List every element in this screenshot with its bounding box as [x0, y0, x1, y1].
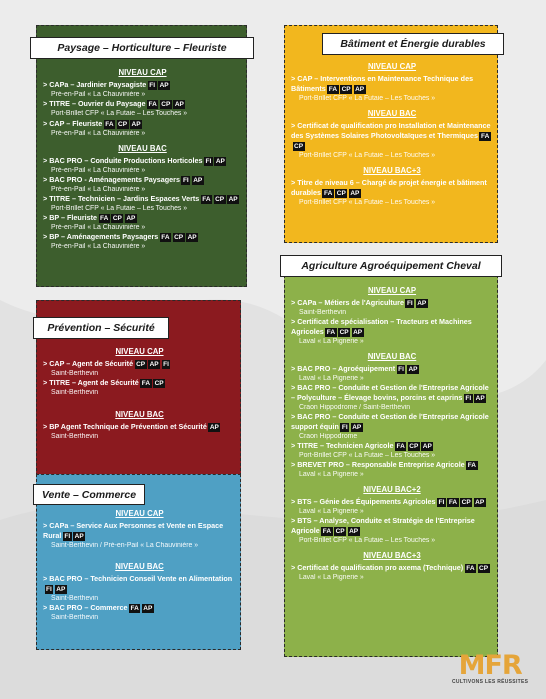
course-location: Pré-en-Pail « La Chauvinière »: [51, 224, 146, 232]
modality-badge: CP: [112, 215, 122, 223]
course-location: Port-Brillet CFP « La Futaie – Les Touches »: [51, 110, 188, 118]
vente-title: Vente – Commerce: [33, 484, 145, 505]
agri-title: Agriculture Agroéquipement Cheval: [280, 255, 502, 277]
modality-badge: FA: [161, 234, 170, 242]
course-location: Laval « La Pignerie »: [299, 508, 364, 516]
modality-badge: FA: [466, 565, 475, 573]
level-heading: NIVEAU BAC: [115, 561, 164, 571]
course-title: > Certificat de qualification pro axema (Technique): [291, 563, 464, 573]
modality-badge: AP: [352, 423, 362, 431]
modality-badge: AP: [215, 157, 225, 165]
course-location: Port-Brillet CFP « La Futaie – Les Touches »: [299, 151, 436, 159]
level-heading: NIVEAU CAP: [118, 68, 167, 77]
modality-badge: FA: [467, 461, 476, 469]
course-title: > CAP – Interventions en Maintenance Technique des Bâtiments: [291, 74, 474, 93]
course-location: Laval « La Pignerie »: [299, 375, 364, 383]
modality-badge: AP: [228, 196, 238, 204]
course-location: Pré-en-Pail « La Chauvinière »: [51, 91, 146, 99]
modality-badge: CP: [461, 499, 471, 507]
modality-badge: FI: [64, 532, 71, 540]
modality-badge: FI: [205, 157, 212, 165]
level-heading: NIVEAU BAC: [115, 409, 164, 419]
course-location: Craon Hippodrome / Saint-Berthevin: [299, 403, 411, 411]
modality-badge: AP: [159, 82, 169, 90]
modality-badge: AP: [149, 361, 159, 369]
modality-badge: AP: [174, 101, 184, 109]
modality-badge: FA: [105, 120, 114, 128]
modality-badge: AP: [355, 85, 365, 93]
course-item: [43, 422, 236, 432]
level-heading: NIVEAU BAC: [367, 352, 417, 361]
modality-badge: AP: [353, 328, 363, 336]
course-item: [291, 460, 493, 470]
modality-badge: AP: [187, 234, 197, 242]
modality-badge: CP: [335, 527, 345, 535]
modality-badge: CP: [336, 189, 346, 197]
course-title: > BAC PRO - Aménagements Paysagers: [43, 175, 180, 184]
course-item: [43, 175, 242, 185]
course-title: > BAC PRO – Agroéquipement: [291, 364, 396, 374]
modality-badge: FI: [398, 366, 404, 374]
modality-badge: AP: [74, 532, 84, 540]
modality-badge: FI: [341, 423, 348, 431]
modality-badge: FA: [141, 380, 151, 388]
course-item: [43, 574, 236, 594]
course-item: [291, 383, 493, 403]
batiment-title: Bâtiment et Énergie durables: [322, 33, 504, 55]
course-title: > BREVET PRO – Responsable Entreprise Agricole: [291, 459, 465, 469]
course-location: Port-Brillet CFP « La Futaie – Les Touches »: [299, 451, 436, 459]
modality-badge: AP: [131, 120, 141, 128]
modality-badge: FI: [149, 82, 156, 90]
modality-badge: FA: [130, 604, 139, 612]
course-title: > CAP – Agent de Sécurité: [43, 359, 134, 369]
modality-badge: FI: [163, 361, 169, 369]
modality-badge: CP: [215, 196, 225, 204]
modality-badge: AP: [193, 177, 203, 184]
modality-badge: CP: [479, 565, 489, 573]
course-item: [291, 298, 493, 308]
batiment-card: [284, 25, 498, 243]
course-title: > TITRE – Ouvrier du Paysage: [43, 99, 146, 109]
course-item: [43, 80, 242, 90]
course-title: > BAC PRO – Conduite Productions Horticoles: [43, 155, 203, 165]
course-item: [291, 412, 493, 432]
course-title: > Certificat de qualification pro Installation et Maintenance des Systèmes Solaires Photovoltaïques et Thermiques: [291, 121, 491, 140]
course-item: [291, 317, 493, 337]
agri-body: [291, 280, 493, 582]
paysage-title: Paysage – Horticulture – Fleuriste: [30, 37, 254, 59]
modality-badge: FI: [438, 499, 445, 507]
modality-badge: CP: [154, 380, 164, 388]
course-title: > BP – Fleuriste: [43, 213, 97, 223]
course-item: [43, 156, 242, 166]
paysage-card: [36, 25, 247, 287]
modality-badge: AP: [126, 215, 136, 223]
course-title: > Titre de niveau 6 – Chargé de projet énergie et bâtiment durables: [291, 178, 487, 197]
modality-badge: FA: [326, 328, 336, 336]
course-title: > CAPa – Jardinier Paysagiste: [43, 80, 147, 90]
course-location: Pré-en-Pail « La Chauvinière »: [51, 243, 146, 251]
course-title: > BTS – Analyse, Conduite et Stratégie de l'Entreprise Agricole: [291, 516, 475, 535]
prevention-body: [43, 341, 236, 441]
modality-badge: CP: [294, 142, 304, 150]
modality-badge: AP: [408, 366, 418, 374]
modality-badge: CP: [339, 328, 349, 336]
modality-badge: CP: [136, 361, 146, 369]
course-item: [291, 178, 493, 198]
course-title: > Certificat de spécialisation – Tracteurs et Machines Agricoles: [291, 317, 472, 336]
vente-body: [43, 503, 236, 622]
course-title: > TITRE – Agent de Sécurité: [43, 378, 139, 388]
logo-mark: MFR: [458, 650, 522, 681]
course-title: > BAC PRO – Technicien Conseil Vente en Alimentation: [43, 574, 233, 584]
course-location: Saint-Berthevin: [51, 370, 99, 378]
course-location: Saint-Berthevin: [51, 613, 99, 621]
course-item: [291, 364, 493, 374]
modality-badge: CP: [174, 234, 184, 242]
modality-badge: AP: [475, 394, 485, 402]
modality-badge: AP: [56, 585, 66, 593]
modality-badge: FA: [480, 132, 490, 140]
course-location: Saint-Berthevin: [51, 432, 99, 440]
modality-badge: FI: [182, 177, 189, 184]
course-location: Laval « La Pignerie »: [299, 574, 364, 582]
course-item: [43, 603, 236, 613]
course-item: [43, 378, 236, 388]
modality-badge: FA: [202, 196, 211, 204]
course-title: > BAC PRO – Conduite et Gestion de l'Entreprise Agricole support équin: [291, 412, 489, 431]
modality-badge: FI: [406, 300, 413, 308]
modality-badge: FA: [148, 101, 157, 109]
course-item: [43, 194, 242, 204]
course-item: [291, 563, 493, 573]
course-location: Saint-Berthevin / Pré-en-Pail « La Chauvinière »: [51, 541, 199, 549]
course-title: > BAC PRO – Commerce: [43, 602, 128, 612]
modality-badge: FA: [328, 85, 338, 93]
course-location: Port-Brillet CFP « La Futaie – Les Touches »: [299, 94, 436, 102]
course-location: Port-Brillet CFP « La Futaie – Les Touches »: [299, 198, 436, 206]
course-item: [291, 74, 493, 94]
course-location: Laval « La Pignerie »: [299, 470, 364, 478]
paysage-body: [43, 62, 242, 251]
level-heading: NIVEAU BAC: [367, 108, 417, 118]
course-location: Craon Hippodrome: [299, 432, 358, 440]
modality-badge: FA: [322, 527, 332, 535]
modality-badge: CP: [341, 85, 351, 93]
agri-card: [284, 255, 498, 657]
modality-badge: FI: [46, 585, 52, 593]
course-title: > CAPa – Métiers de l'Agriculture: [291, 298, 404, 308]
modality-badge: AP: [475, 499, 485, 507]
course-location: Saint-Berthevin: [51, 594, 99, 602]
course-location: Pré-en-Pail « La Chauvinière »: [51, 129, 146, 137]
modality-badge: AP: [422, 442, 432, 450]
course-item: [43, 119, 242, 129]
course-item: [43, 232, 242, 242]
course-item: [43, 359, 236, 369]
modality-badge: AP: [349, 527, 359, 535]
modality-badge: AP: [417, 300, 427, 308]
level-heading: NIVEAU CAP: [367, 286, 417, 295]
course-title: > TITRE – Technicien Agricole: [291, 440, 394, 450]
course-title: > BP – Aménagements Paysagers: [43, 232, 159, 242]
course-title: > BP Agent Technique de Prévention et Sécurité: [43, 421, 207, 431]
course-title: > CAPa – Service Aux Personnes et Vente en Espace Rural: [43, 521, 224, 540]
course-title: > TITRE – Technicien – Jardins Espaces Verts: [43, 194, 200, 204]
modality-badge: AP: [350, 189, 360, 197]
modality-badge: CP: [161, 101, 171, 109]
course-item: [291, 497, 493, 507]
course-location: Pré-en-Pail « La Chauvinière »: [51, 166, 146, 174]
course-item: [43, 521, 236, 541]
level-heading: NIVEAU BAC+3: [363, 165, 421, 175]
course-location: Pré-en-Pail « La Chauvinière »: [51, 186, 146, 193]
course-item: [43, 213, 242, 223]
modality-badge: FI: [465, 394, 472, 402]
course-item: [291, 441, 493, 451]
modality-badge: AP: [143, 604, 153, 612]
level-heading: NIVEAU CAP: [367, 62, 417, 71]
modality-badge: CP: [118, 120, 128, 128]
prevention-title: Prévention – Sécurité: [33, 317, 169, 339]
level-heading: NIVEAU BAC+3: [363, 550, 421, 560]
logo-tagline: CULTIVONS LES RÉUSSITES: [452, 679, 529, 685]
mfr-logo: [452, 650, 529, 685]
course-title: > CAP – Fleuriste: [43, 118, 103, 128]
course-location: Saint-Berthevin: [51, 389, 99, 397]
course-location: Laval « La Pignerie »: [299, 337, 364, 345]
modality-badge: CP: [409, 442, 419, 450]
modality-badge: FA: [448, 499, 458, 507]
level-heading: NIVEAU CAP: [115, 509, 164, 518]
course-location: Port-Brillet CFP « La Futaie – Les Touches »: [51, 205, 188, 213]
course-item: [291, 516, 493, 536]
course-title: > BTS – Génie des Équipements Agricoles: [291, 497, 436, 507]
course-item: [291, 121, 493, 151]
course-location: Saint-Berthevin: [299, 309, 347, 317]
batiment-body: [291, 56, 493, 207]
course-title: > BAC PRO – Conduite et Gestion de l'Entreprise Agricole – Polyculture – Élevage bovins, porcins et caprins: [291, 383, 489, 402]
level-heading: NIVEAU CAP: [115, 347, 164, 356]
modality-badge: FA: [323, 189, 333, 197]
modality-badge: AP: [209, 423, 219, 431]
course-item: [43, 99, 242, 109]
course-location: Port-Brillet CFP « La Futaie – Les Touches »: [299, 536, 436, 544]
modality-badge: FA: [100, 215, 109, 223]
level-heading: NIVEAU BAC+2: [363, 484, 421, 494]
level-heading: NIVEAU BAC: [118, 143, 167, 153]
modality-badge: FA: [396, 442, 405, 450]
